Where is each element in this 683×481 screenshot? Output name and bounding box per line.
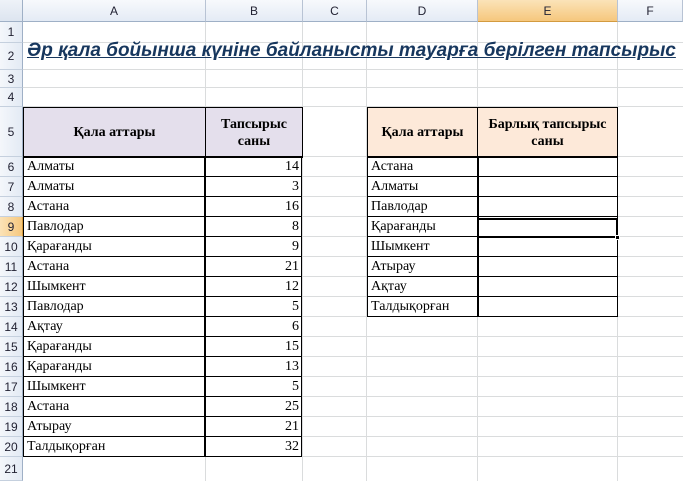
row-header-19[interactable]: 19 [0, 417, 23, 437]
left-orders-cell[interactable]: 15 [205, 336, 302, 357]
right-total-cell[interactable] [478, 236, 618, 257]
column-header-c[interactable]: C [303, 0, 367, 22]
right-total-cell[interactable] [478, 196, 618, 217]
gridline-h [23, 69, 683, 70]
left-orders-cell[interactable]: 5 [205, 376, 302, 397]
right-city-cell[interactable]: Алматы [367, 176, 478, 197]
left-orders-cell[interactable]: 25 [205, 396, 302, 417]
right-header-total[interactable]: Барлық тапсырыс саны [477, 107, 618, 158]
gridline-h [23, 87, 683, 88]
left-city-cell[interactable]: Қарағанды [23, 356, 205, 377]
left-orders-cell[interactable]: 16 [205, 196, 302, 217]
left-city-cell[interactable]: Астана [23, 256, 205, 277]
left-orders-cell[interactable]: 12 [205, 276, 302, 297]
left-city-cell[interactable]: Алматы [23, 156, 205, 177]
right-city-cell[interactable]: Астана [367, 156, 478, 177]
row-header-3[interactable]: 3 [0, 70, 23, 88]
left-city-cell[interactable]: Астана [23, 396, 205, 417]
right-header-city[interactable]: Қала аттары [367, 107, 478, 158]
column-header-d[interactable]: D [367, 0, 478, 22]
row-header-8[interactable]: 8 [0, 197, 23, 217]
row-header-17[interactable]: 17 [0, 377, 23, 397]
left-city-cell[interactable]: Шымкент [23, 376, 205, 397]
row-header-7[interactable]: 7 [0, 177, 23, 197]
right-total-cell[interactable] [478, 156, 618, 177]
left-city-cell[interactable]: Атырау [23, 416, 205, 437]
left-orders-cell[interactable]: 13 [205, 356, 302, 377]
right-city-cell[interactable]: Қарағанды [367, 216, 478, 237]
row-header-18[interactable]: 18 [0, 397, 23, 417]
active-cell-e9[interactable] [477, 218, 618, 238]
row-header-1[interactable]: 1 [0, 22, 23, 43]
left-header-city[interactable]: Қала аттары [23, 107, 206, 158]
row-header-11[interactable]: 11 [0, 257, 23, 277]
left-orders-cell[interactable]: 5 [205, 296, 302, 317]
left-city-cell[interactable]: Алматы [23, 176, 205, 197]
row-header-21[interactable]: 21 [0, 457, 23, 481]
left-city-cell[interactable]: Талдықорған [23, 436, 205, 457]
row-header-6[interactable]: 6 [0, 157, 23, 177]
row-header-13[interactable]: 13 [0, 297, 23, 317]
column-header-a[interactable]: A [23, 0, 206, 22]
row-header-4[interactable]: 4 [0, 88, 23, 107]
left-orders-cell[interactable]: 6 [205, 316, 302, 337]
left-orders-cell[interactable]: 8 [205, 216, 302, 237]
row-header-16[interactable]: 16 [0, 357, 23, 377]
right-city-cell[interactable]: Талдықорған [367, 296, 478, 317]
row-header-10[interactable]: 10 [0, 237, 23, 257]
left-city-cell[interactable]: Ақтау [23, 316, 205, 337]
row-header-5[interactable]: 5 [0, 107, 23, 157]
left-city-cell[interactable]: Астана [23, 196, 205, 217]
row-header-14[interactable]: 14 [0, 317, 23, 337]
row-header-20[interactable]: 20 [0, 437, 23, 457]
left-city-cell[interactable]: Павлодар [23, 296, 205, 317]
left-orders-cell[interactable]: 9 [205, 236, 302, 257]
right-city-cell[interactable]: Шымкент [367, 236, 478, 257]
row-header-9[interactable]: 9 [0, 217, 23, 237]
gridline-v [302, 22, 303, 481]
left-orders-cell[interactable]: 3 [205, 176, 302, 197]
right-city-cell[interactable]: Павлодар [367, 196, 478, 217]
column-header-f[interactable]: F [618, 0, 683, 22]
left-orders-cell[interactable]: 21 [205, 416, 302, 437]
left-city-cell[interactable]: Қарағанды [23, 236, 205, 257]
sheet-title: Әр қала бойынша күніне байланысты тауарға берілген тапсырыс [27, 40, 676, 61]
row-header-2[interactable]: 2 [0, 43, 23, 70]
right-total-cell[interactable] [478, 276, 618, 297]
left-orders-cell[interactable]: 21 [205, 256, 302, 277]
right-total-cell[interactable] [478, 176, 618, 197]
left-city-cell[interactable]: Павлодар [23, 216, 205, 237]
left-orders-cell[interactable]: 14 [205, 156, 302, 177]
right-city-cell[interactable]: Атырау [367, 256, 478, 277]
left-city-cell[interactable]: Қарағанды [23, 336, 205, 357]
column-header-e[interactable]: E [478, 0, 618, 22]
right-total-cell[interactable] [478, 296, 618, 317]
left-orders-cell[interactable]: 32 [205, 436, 302, 457]
row-header-12[interactable]: 12 [0, 277, 23, 297]
right-city-cell[interactable]: Ақтау [367, 276, 478, 297]
row-header-15[interactable]: 15 [0, 337, 23, 357]
column-header-b[interactable]: B [206, 0, 303, 22]
right-total-cell[interactable] [478, 256, 618, 277]
left-header-orders[interactable]: Тапсырыс саны [205, 107, 303, 158]
left-city-cell[interactable]: Шымкент [23, 276, 205, 297]
fill-handle[interactable] [615, 235, 620, 240]
select-all-corner[interactable] [0, 0, 23, 22]
